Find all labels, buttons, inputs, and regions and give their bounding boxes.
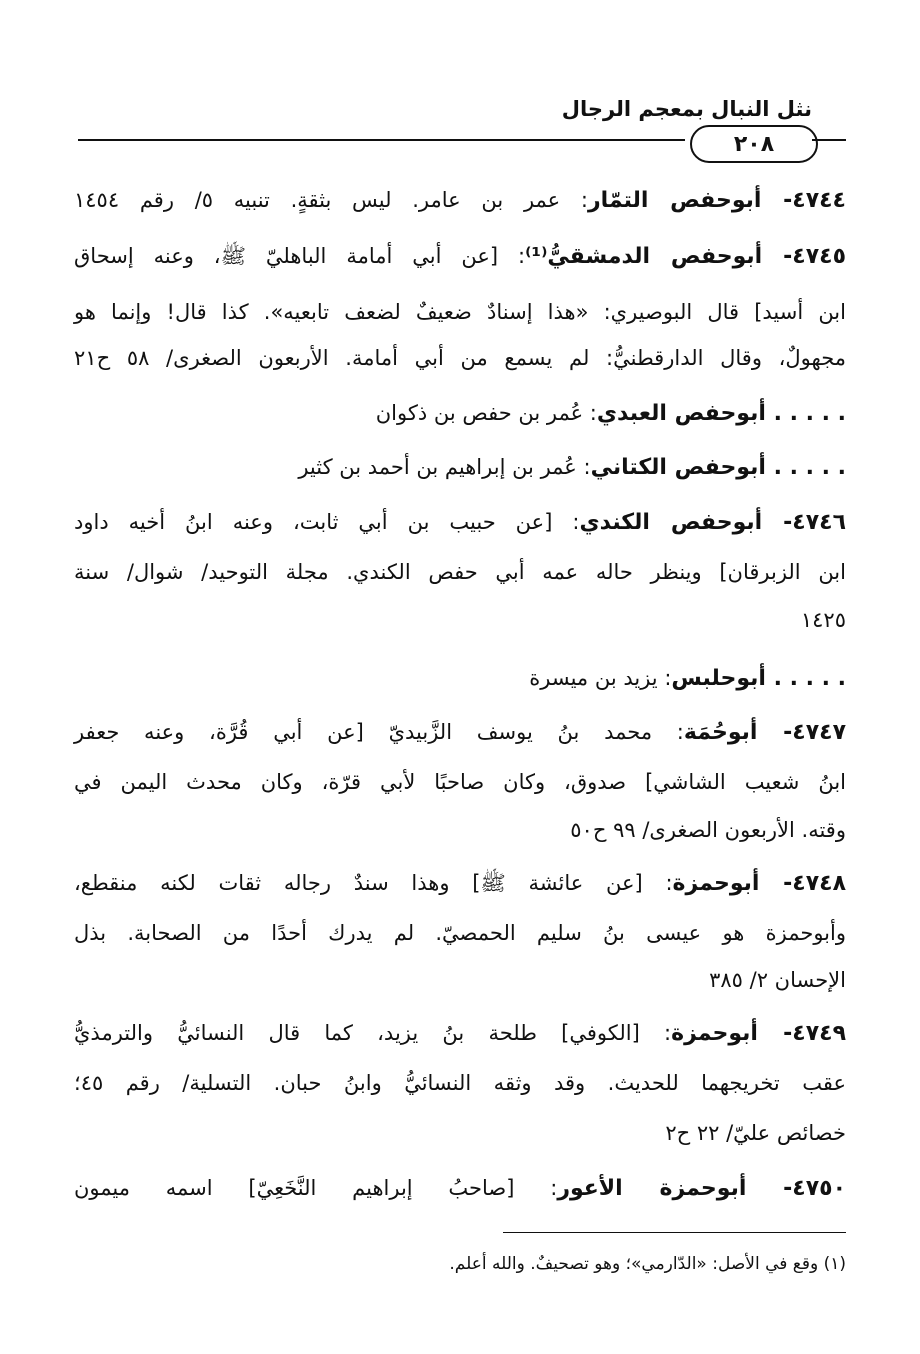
entry-text: ابنُ شعيب الشاشي] صدوق، وكان صاحبًا لأبي قرّة، وكان محدث اليمن في: [74, 770, 846, 794]
entry-line: [74, 712, 846, 752]
entry-text: : [الكوفي] طلحة بنُ يزيد، كما قال النسائيُّ والترمذيُّ: [74, 1021, 672, 1045]
entry-line: [74, 338, 846, 378]
entry-line: [709, 960, 846, 1000]
entry-heading: ٤٧٤٥- أبوحفص الدمشقيُّ⁽¹⁾: [525, 244, 846, 269]
entry-line: [665, 1113, 846, 1153]
entry-text: : [عن أبي أمامة الباهليّ ﷺ، وعنه إسحاق: [74, 244, 526, 268]
entry-text: : [صاحبُ إبراهيم النَّخَعِيّ] اسمه ميمون: [74, 1176, 558, 1200]
entry-text: الإحسان ٢/ ٣٨٥: [709, 968, 846, 992]
entry-line: [74, 913, 846, 953]
cross-reference-line: [298, 447, 846, 487]
footnote: (١) وقع في الأصل: «الدّارمي»؛ وهو تصحيفٌ. والله أعلم.: [449, 1254, 846, 1274]
cross-reference-line: [529, 658, 846, 698]
header-rule: [78, 139, 685, 141]
entry-heading: . . . . . أبوحفص العبدي: [596, 401, 846, 426]
entry-line: [74, 1063, 846, 1103]
entry-text: ١٤٢٥: [800, 608, 846, 632]
entry-text: : عُمر بن إبراهيم بن أحمد بن كثير: [298, 455, 591, 479]
entry-heading: ٤٧٤٦- أبوحفص الكندي: [579, 510, 846, 535]
entry-text: : [عن عائشة ﷺ] وهذا سندٌ رجاله ثقات لكنه منقطع،: [74, 871, 673, 895]
entry-text: : [عن حبيب بن أبي ثابت، وعنه ابنُ أخيه داود: [74, 510, 580, 534]
entry-heading: . . . . . أبوحفص الكتاني: [590, 455, 846, 480]
entry-heading: ٤٧٤٩- أبوحمزة: [671, 1021, 846, 1046]
entry-heading: ٤٧٤٤- أبوحفص التمّار: [587, 188, 846, 213]
entry-line: [74, 180, 846, 220]
entry-text: : عُمر بن حفص بن ذكوان: [375, 401, 597, 425]
footnote-rule: [503, 1232, 846, 1233]
entry-text: وأبوحمزة هو عيسى بنُ سليم الحمصيّ. لم يدرك أحدًا من الصحابة. بذل: [74, 921, 846, 945]
entry-line: [74, 1013, 846, 1053]
entry-line: [570, 810, 846, 850]
entry-line: [74, 1168, 846, 1208]
entry-text: ابن أسيد] قال البوصيري: «هذا إسنادٌ ضعيفٌ لضعف تابعيه». كذا قال! وإنما هو: [74, 300, 846, 324]
entry-text: : محمد بنُ يوسف الزَّبيديّ [عن أبي قُرَّة، وعنه جعفر: [74, 720, 684, 744]
entry-line: [74, 552, 846, 592]
entry-text: : عمر بن عامر. ليس بثقةٍ. تنبيه ٥/ رقم ١٤٥٤: [74, 188, 588, 212]
entry-line: [74, 502, 846, 542]
entry-text: ابن الزبرقان] وينظر حاله عمه أبي حفص الكندي. مجلة التوحيد/ شوال/ سنة: [74, 560, 846, 584]
entry-line: [74, 236, 846, 276]
entry-text: وقته. الأربعون الصغرى/ ٩٩ ح٥٠: [570, 818, 846, 842]
entry-line: [74, 863, 846, 903]
entry-line: [74, 762, 846, 802]
entry-text: عقب تخريجهما للحديث. وقد وثقه النسائيُّ وابنُ حبان. التسلية/ رقم ٤٥؛: [74, 1071, 846, 1095]
entry-heading: . . . . . أبوحلبس: [671, 666, 846, 691]
entry-text: خصائص عليّ/ ٢٢ ح٢: [665, 1121, 846, 1145]
running-title: نثل النبال بمعجم الرجال: [561, 97, 812, 121]
page-number: ٢٠٨: [690, 125, 818, 163]
entry-heading: ٤٧٥٠- أبوحمزة الأعور: [557, 1176, 846, 1201]
entry-text: مجهولٌ، وقال الدارقطنيُّ: لم يسمع من أبي أمامة. الأربعون الصغرى/ ٥٨ ح٢١: [74, 346, 847, 370]
header-rule-tail: [812, 139, 846, 141]
entry-line: [801, 600, 846, 640]
entry-heading: ٤٧٤٨- أبوحمزة: [672, 871, 846, 896]
cross-reference-line: [376, 393, 846, 433]
entry-line: [74, 292, 846, 332]
entry-heading: ٤٧٤٧- أبوحُمَة: [683, 720, 847, 745]
entry-text: : يزيد بن ميسرة: [529, 666, 672, 690]
